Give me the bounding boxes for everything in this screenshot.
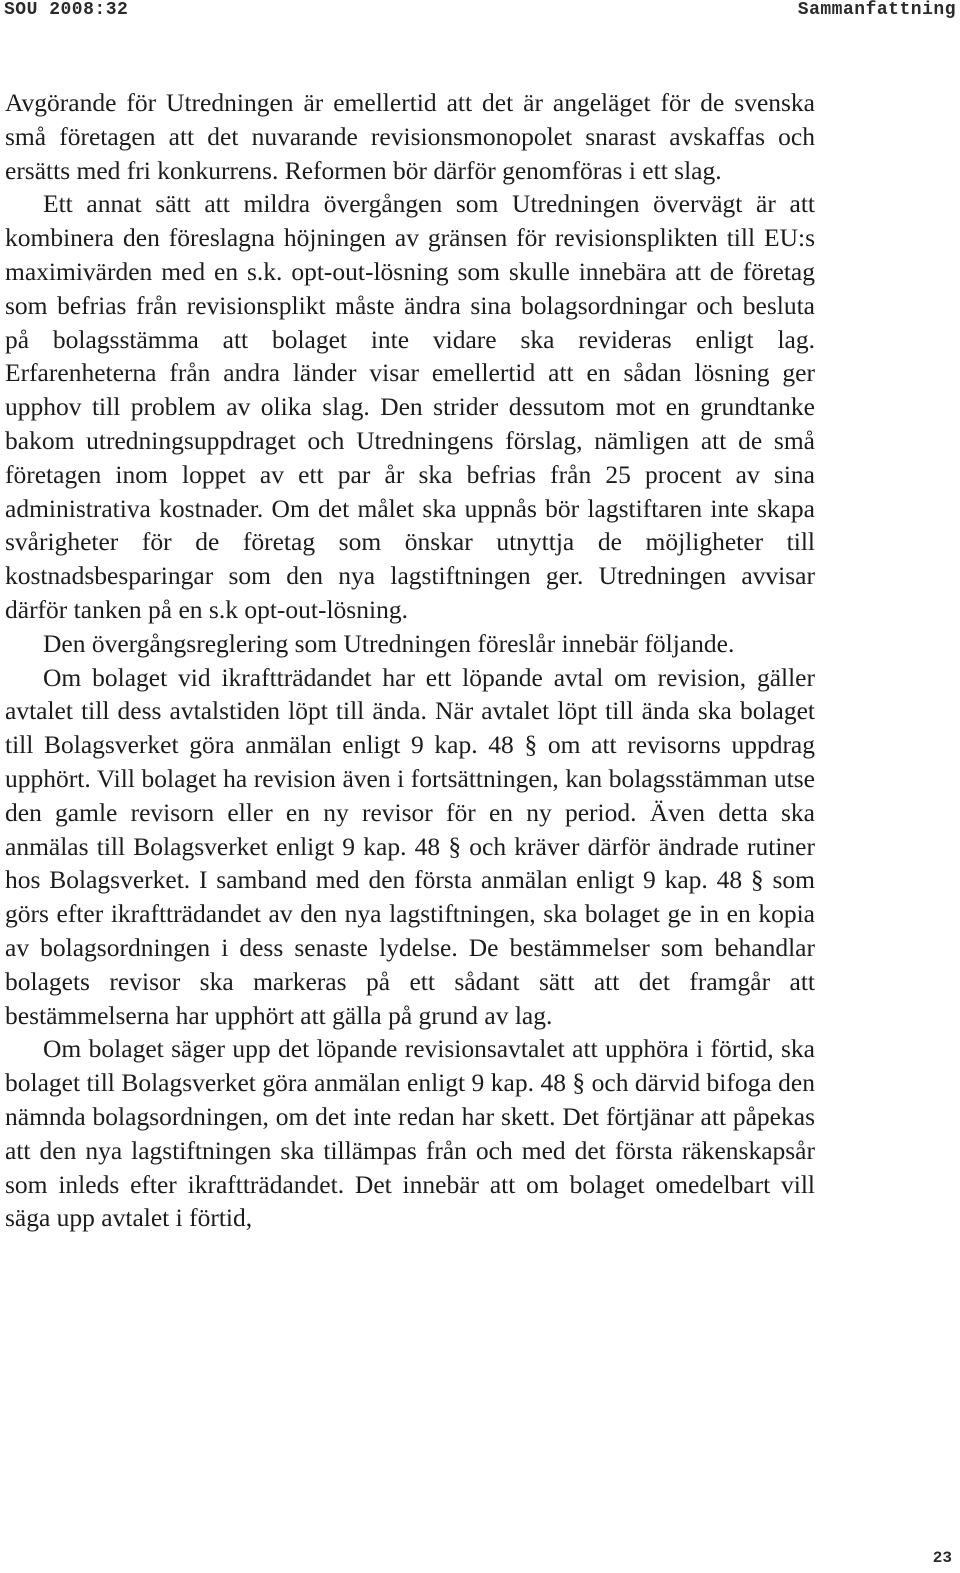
running-header [0,0,960,24]
paragraph-1: Avgörande för Utredningen är emellertid att det är angeläget för de svenska små företagen att det nuvarande revisionsmonopolet snarast avskaffas och ersätts med fri konkurrens. Reformen bör därför genomföras i ett slag. [5,88,815,185]
document-reference: SOU 2008:32 [4,0,129,20]
paragraph-3: Den övergångsreglering som Utredningen föreslår innebär följande. [43,628,735,658]
paragraph-5: Om bolaget säger upp det löpande revisionsavtalet att upphöra i förtid, ska bolaget till Bolagsverket göra anmälan enligt 9 kap. 48 § och därvid bifoga den nämnda bolagsordningen, om det inte redan har skett. Det förtjänar att påpekas att den nya lagstiftningen ska tillämpas från och med det första räkenskapsår som inleds efter ikraftträdandet. Det innebär att om bolaget omedelbart vill säga upp avtalet i förtid, [5,1034,815,1233]
section-title: Sammanfattning [797,0,956,20]
paragraph-2: Ett annat sätt att mildra övergången som Utredningen övervägt är att kombinera den föreslagna höjningen av gränsen för revisionsplikten till EU:s maximivärden med en s.k. opt-out-lösning som skulle innebära att de företag som befrias från revisionsplikt måste ändra sina bolagsordningar och besluta på bolagsstämma att bolaget inte vidare ska revideras enligt lag. Erfarenheterna från andra länder visar emellertid att en sådan lösning ger upphov till problem av olika slag. Den strider dessutom mot en grundtanke bakom utredningsuppdraget och Utredningens förslag, nämligen att de små företagen inom loppet av ett par år ska befrias från 25 procent av sina administrativa kostnader. Om det målet ska uppnås bör lagstiftaren inte skapa svårigheter för de företag som önskar utnyttja de möjligheter till kostnadsbesparingar som den nya lagstiftningen ger. Utredningen avvisar därför tanken på en s.k opt-out-lösning. [5,189,815,624]
paragraph-4: Om bolaget vid ikraftträdandet har ett löpande avtal om revision, gäller avtalet till dess avtalstiden löpt till ända. När avtalet löpt till ända ska bolaget till Bolagsverket göra anmälan enligt 9 kap. 48 § om att revisorns uppdrag upphört. Vill bolaget ha revision även i fortsättningen, kan bolagsstämman utse den gamle revisorn eller en ny revisor för en ny period. Även detta ska anmälas till Bolagsverket enligt 9 kap. 48 § och kräver därför ändrade rutiner hos Bolagsverket. I samband med den första anmälan enligt 9 kap. 48 § som görs efter ikraftträdandet av den nya lagstiftningen, ska bolaget ge in en kopia av bolagsordningen i dess senaste lydelse. De bestämmelser som behandlar bolagets revisor ska markeras på ett sådant sätt att det framgår att bestämmelserna har upphört att gälla på grund av lag. [5,662,815,1030]
body-text [5,86,815,1235]
page-number: 23 [932,1549,952,1567]
